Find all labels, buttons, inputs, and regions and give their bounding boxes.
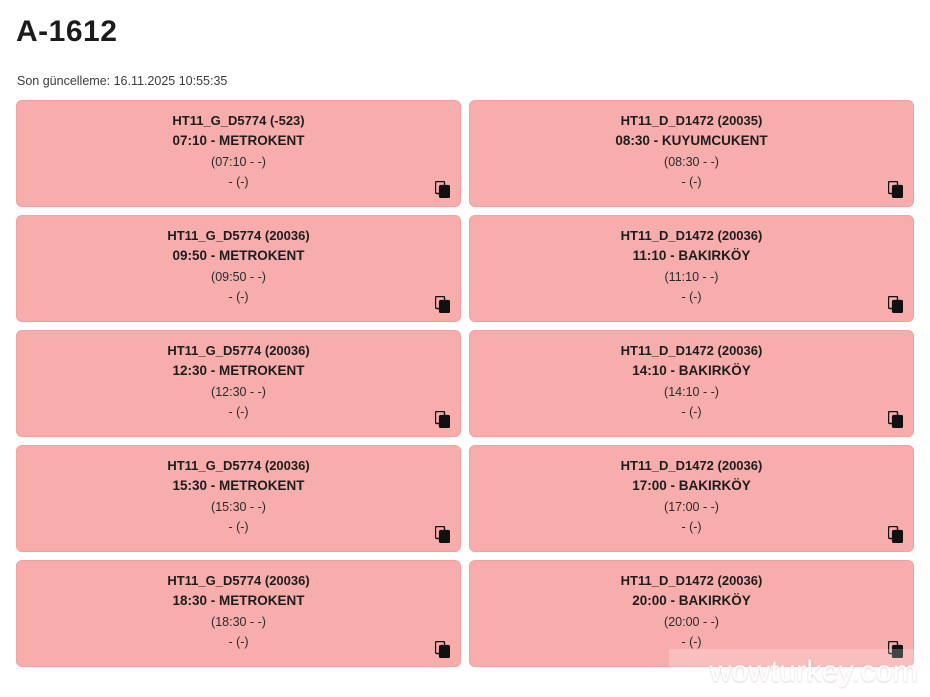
service-detail: (12:30 - -) bbox=[211, 385, 266, 400]
copy-icon[interactable] bbox=[435, 181, 450, 198]
service-time-destination: 15:30 - METROKENT bbox=[172, 478, 305, 494]
service-detail: (08:30 - -) bbox=[664, 155, 719, 170]
copy-icon[interactable] bbox=[888, 181, 903, 198]
service-code: HT11_G_D5774 (20036) bbox=[167, 573, 310, 588]
service-code: HT11_G_D5774 (20036) bbox=[167, 228, 310, 243]
copy-icon[interactable] bbox=[888, 641, 903, 658]
service-extra: - (-) bbox=[681, 175, 702, 190]
service-card[interactable] bbox=[16, 330, 461, 437]
service-card[interactable] bbox=[16, 215, 461, 322]
service-card[interactable] bbox=[469, 100, 914, 207]
service-extra: - (-) bbox=[681, 290, 702, 305]
copy-icon[interactable] bbox=[435, 296, 450, 313]
service-extra: - (-) bbox=[228, 405, 249, 420]
watermark-text: wowturkey.com bbox=[709, 655, 918, 688]
service-time-destination: 20:00 - BAKIRKÖY bbox=[632, 593, 751, 609]
service-extra: - (-) bbox=[228, 635, 249, 650]
service-detail: (09:50 - -) bbox=[211, 270, 266, 285]
service-card[interactable] bbox=[469, 215, 914, 322]
service-code: HT11_G_D5774 (-523) bbox=[172, 113, 305, 128]
service-card-grid bbox=[16, 100, 914, 667]
service-extra: - (-) bbox=[681, 520, 702, 535]
service-code: HT11_D_D1472 (20036) bbox=[620, 343, 763, 358]
service-detail: (20:00 - -) bbox=[664, 615, 719, 630]
service-detail: (17:00 - -) bbox=[664, 500, 719, 515]
copy-icon[interactable] bbox=[888, 411, 903, 428]
service-card[interactable] bbox=[469, 560, 914, 667]
page-root bbox=[0, 14, 930, 697]
copy-icon[interactable] bbox=[435, 526, 450, 543]
service-card[interactable] bbox=[16, 560, 461, 667]
service-card[interactable] bbox=[469, 445, 914, 552]
page-title: A-1612 bbox=[16, 15, 118, 48]
service-card[interactable] bbox=[16, 100, 461, 207]
service-detail: (07:10 - -) bbox=[211, 155, 266, 170]
service-time-destination: 11:10 - BAKIRKÖY bbox=[632, 248, 751, 264]
service-time-destination: 18:30 - METROKENT bbox=[172, 593, 305, 609]
copy-icon[interactable] bbox=[435, 411, 450, 428]
service-code: HT11_G_D5774 (20036) bbox=[167, 458, 310, 473]
service-extra: - (-) bbox=[228, 290, 249, 305]
service-detail: (18:30 - -) bbox=[211, 615, 266, 630]
service-time-destination: 08:30 - KUYUMCUKENT bbox=[615, 133, 768, 149]
service-time-destination: 07:10 - METROKENT bbox=[172, 133, 305, 149]
service-extra: - (-) bbox=[681, 405, 702, 420]
service-card[interactable] bbox=[16, 445, 461, 552]
service-extra: - (-) bbox=[228, 175, 249, 190]
service-code: HT11_D_D1472 (20036) bbox=[620, 228, 763, 243]
service-code: HT11_D_D1472 (20036) bbox=[620, 458, 763, 473]
service-detail: (11:10 - -) bbox=[664, 270, 719, 285]
service-detail: (14:10 - -) bbox=[664, 385, 719, 400]
service-extra: - (-) bbox=[228, 520, 249, 535]
service-code: HT11_D_D1472 (20036) bbox=[620, 573, 763, 588]
copy-icon[interactable] bbox=[888, 296, 903, 313]
service-time-destination: 12:30 - METROKENT bbox=[172, 363, 305, 379]
service-extra: - (-) bbox=[681, 635, 702, 650]
service-time-destination: 14:10 - BAKIRKÖY bbox=[632, 363, 751, 379]
service-detail: (15:30 - -) bbox=[211, 500, 266, 515]
service-card[interactable] bbox=[469, 330, 914, 437]
last-update-text: Son güncelleme: 16.11.2025 10:55:35 bbox=[17, 74, 228, 88]
copy-icon[interactable] bbox=[435, 641, 450, 658]
service-time-destination: 17:00 - BAKIRKÖY bbox=[632, 478, 751, 494]
service-time-destination: 09:50 - METROKENT bbox=[172, 248, 305, 264]
copy-icon[interactable] bbox=[888, 526, 903, 543]
service-code: HT11_D_D1472 (20035) bbox=[620, 113, 763, 128]
service-code: HT11_G_D5774 (20036) bbox=[167, 343, 310, 358]
